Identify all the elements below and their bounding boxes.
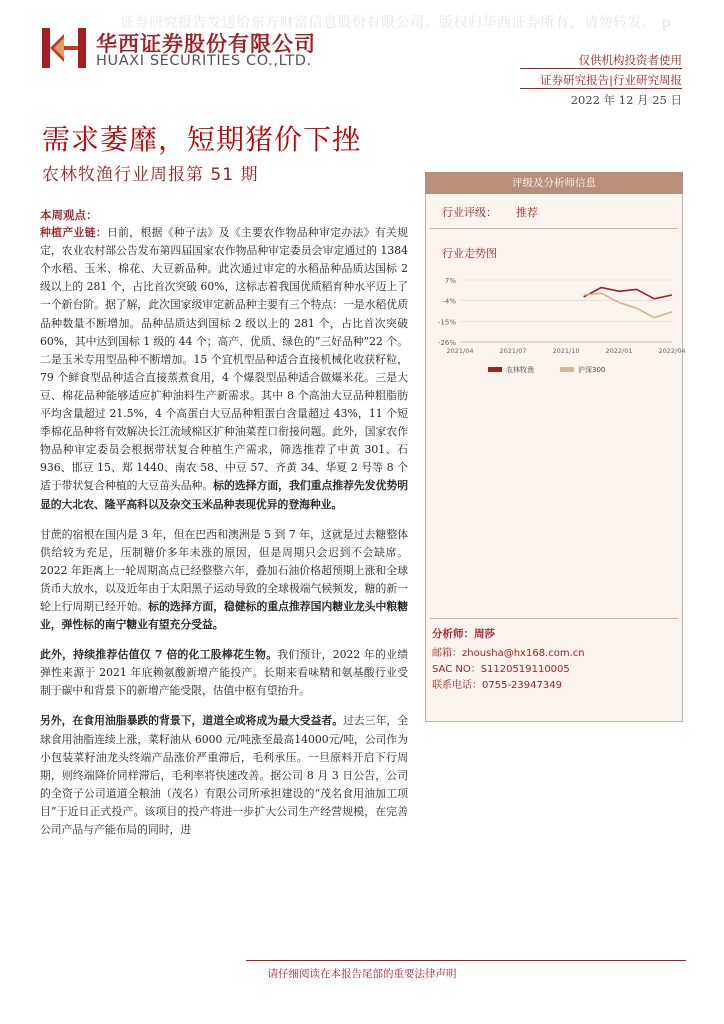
chart-title: 行业走势图 (442, 247, 497, 260)
analyst-email[interactable]: 邮箱：zhousha@hx168.com.cn (432, 648, 585, 659)
paragraph-text: 日前，根据《种子法》及《主要农作物品种审定办法》有关规定，农业农村部公告发布第四届国家农作物品种审定委员会审定通过的 1384 个水稻、玉米、棉花、大豆新品种。此次通过审定的水稻品种品质达国标 2 级以上的 281 个，占比首次突破 60%，这标志着我国优质稻育种水平迈上了一个新台阶。据了解，此次国家级审定新品种主要有三个特点：一是水稻优质品种数量不断增加。品种品质达到国标 2 级以上的 281 个，占比首次突破 60%，其中达到国标 1 级的 44 个；高产、优质、绿色的“三好品种”22 个。二是玉米专用型品种不断增加。15 个宜机型品种适合直接机械化收获籽粒，79 个鲜食型品种适合直接蒸煮食用，4 个爆裂型品种适合做爆米花。三是大豆、棉花品种能够适应扩种油料生产新需求。其中 8 个高油大豆品种粗脂肪平均含量超过 21.5%，4 个高蛋白大豆品种粗蛋白含量超过 43%，11 个短季棉花品种将有效解决长江流域棉区扩种油菜茬口衔接问题。此外，国家农作物品种审定委员会根据带状复合种植生产需求，筛选推荐了中黄 301、石 936、邯豆 15、郑 1440、南农 58、中豆 57、齐黄 34、华夏 2 号等 8 个适于带状复合种植的大豆苗头品种。 (40, 226, 409, 493)
rating-label: 行业评级： (442, 206, 497, 219)
header-divider-2 (520, 88, 682, 89)
footer-disclaimer: 请仔细阅读在本报告尾部的重要法律声明 (267, 968, 457, 980)
x-tick-label: 2021/04 (446, 347, 474, 355)
x-tick-label: 2022/04 (658, 347, 686, 355)
paragraph-planting (40, 224, 408, 514)
x-tick-label: 2021/10 (552, 347, 580, 355)
paragraph-text: 甘蔗的宿根在国内是 3 年，但在巴西和澳洲是 5 到 7 年，这就是过去糖整体供给较为充足，压制糖价多年未涨的原因，但是周期只会迟到不会缺席。2022 年距离上一轮周期高点已经整整六年，叠加石油价格超预期上涨和全球货币大放水，以及近年由于太阳黑子运动导致的全球极端气候频发，糖的新一轮上行周期已经开始。 (40, 527, 408, 613)
header-divider-1 (520, 68, 682, 69)
main-body (40, 206, 408, 851)
sidebar-header: 评级及分析师信息 (425, 172, 683, 194)
rating-value: 推荐 (516, 206, 538, 219)
paragraph-edible-oil (40, 712, 408, 839)
series-line (584, 293, 672, 317)
huaxi-logo-icon (40, 26, 88, 70)
footer-divider (246, 960, 686, 961)
watermark-text: 证券研究报告发送给东方财富信息股份有限公司。版权归华西证券所有，请勿转发。 p (120, 15, 671, 31)
x-tick-label: 2021/07 (499, 347, 527, 355)
paragraph-bold: 此外，持续推荐估值仅 7 倍的化工股棒花生物。 (40, 648, 278, 662)
y-tick-label: -4% (442, 297, 456, 306)
section-heading: 本周观点： (40, 208, 98, 222)
report-date: 2022 年 12 月 25 日 (570, 93, 682, 107)
legend-swatch (488, 367, 502, 372)
analyst-name: 分析师：周莎 (432, 628, 495, 640)
sidebar-divider (430, 228, 678, 229)
analyst-phone: 联系电话：0755-23947349 (432, 680, 562, 691)
paragraph-text: 我们预计，2022 年的业绩弹性来源于 2021 年底赖氨酸新增产能投产。长期来看味精和氨基酸行业受制于碳中和背景下的新增产能受限，估值中枢有望抬升。 (40, 648, 408, 698)
analyst-sac: SAC NO：S1120519110005 (432, 664, 570, 675)
sidebar-divider (430, 618, 678, 619)
brand-name-cn: 华西证券股份有限公司 (96, 32, 316, 56)
legend-swatch (560, 367, 574, 372)
paragraph-lead: 种植产业链： (40, 226, 107, 240)
industry-trend-chart (430, 270, 686, 410)
paragraph-bold: 另外，在食用油脂暴跌的背景下，道道全或将成为最大受益者。 (40, 714, 344, 728)
y-tick-label: -26% (437, 339, 456, 347)
y-tick-label: 7% (444, 277, 456, 285)
paragraph-bold: 标的选择方面，我们重点推荐先发优势明显的大北农、隆平高科以及杂交玉米品种表现优异的登海种业。 (40, 479, 409, 511)
audience-note: 仅供机构投资者使用 (578, 53, 682, 67)
report-subtitle: 农林牧渔行业周报第 51 期 (42, 165, 259, 185)
report-title: 需求萎靡，短期猪价下挫 (42, 123, 362, 156)
legend-label: 沪深300 (578, 366, 606, 374)
paragraph-chemical (40, 646, 408, 700)
legend-label: 农林牧渔 (506, 366, 534, 374)
paragraph-bold: 标的选择方面，稳健标的重点推荐国内糖业龙头中粮糖业，弹性标的南宁糖业有望充分受益。 (40, 599, 409, 632)
x-tick-label: 2022/01 (605, 347, 633, 355)
y-tick-label: -15% (437, 318, 456, 327)
paragraph-sugar (40, 526, 408, 635)
brand-name-en: HUAXI SECURITIES CO.,LTD. (96, 53, 312, 69)
report-type: 证券研究报告|行业研究周报 (540, 73, 682, 87)
paragraph-text: 过去三年，全球食用油脂连续上涨，菜籽油从 6000 元/吨涨至最高14000元/吨，公司作为小包装菜籽油龙头终端产品涨价严重滞后，毛利承压。一旦原料开启下行周期，则终端降价同样滞后，毛利率将快速改善。据公司 8 月 3 日公告，公司的全资子公司道道全粮油（茂名）有限公司所承担建设的“茂名食用油加工项目”于近日正式投产。该项目的投产将进一步扩大公司生产经营规模，在完善公司产品与产能布局的同时，进 (40, 714, 409, 836)
